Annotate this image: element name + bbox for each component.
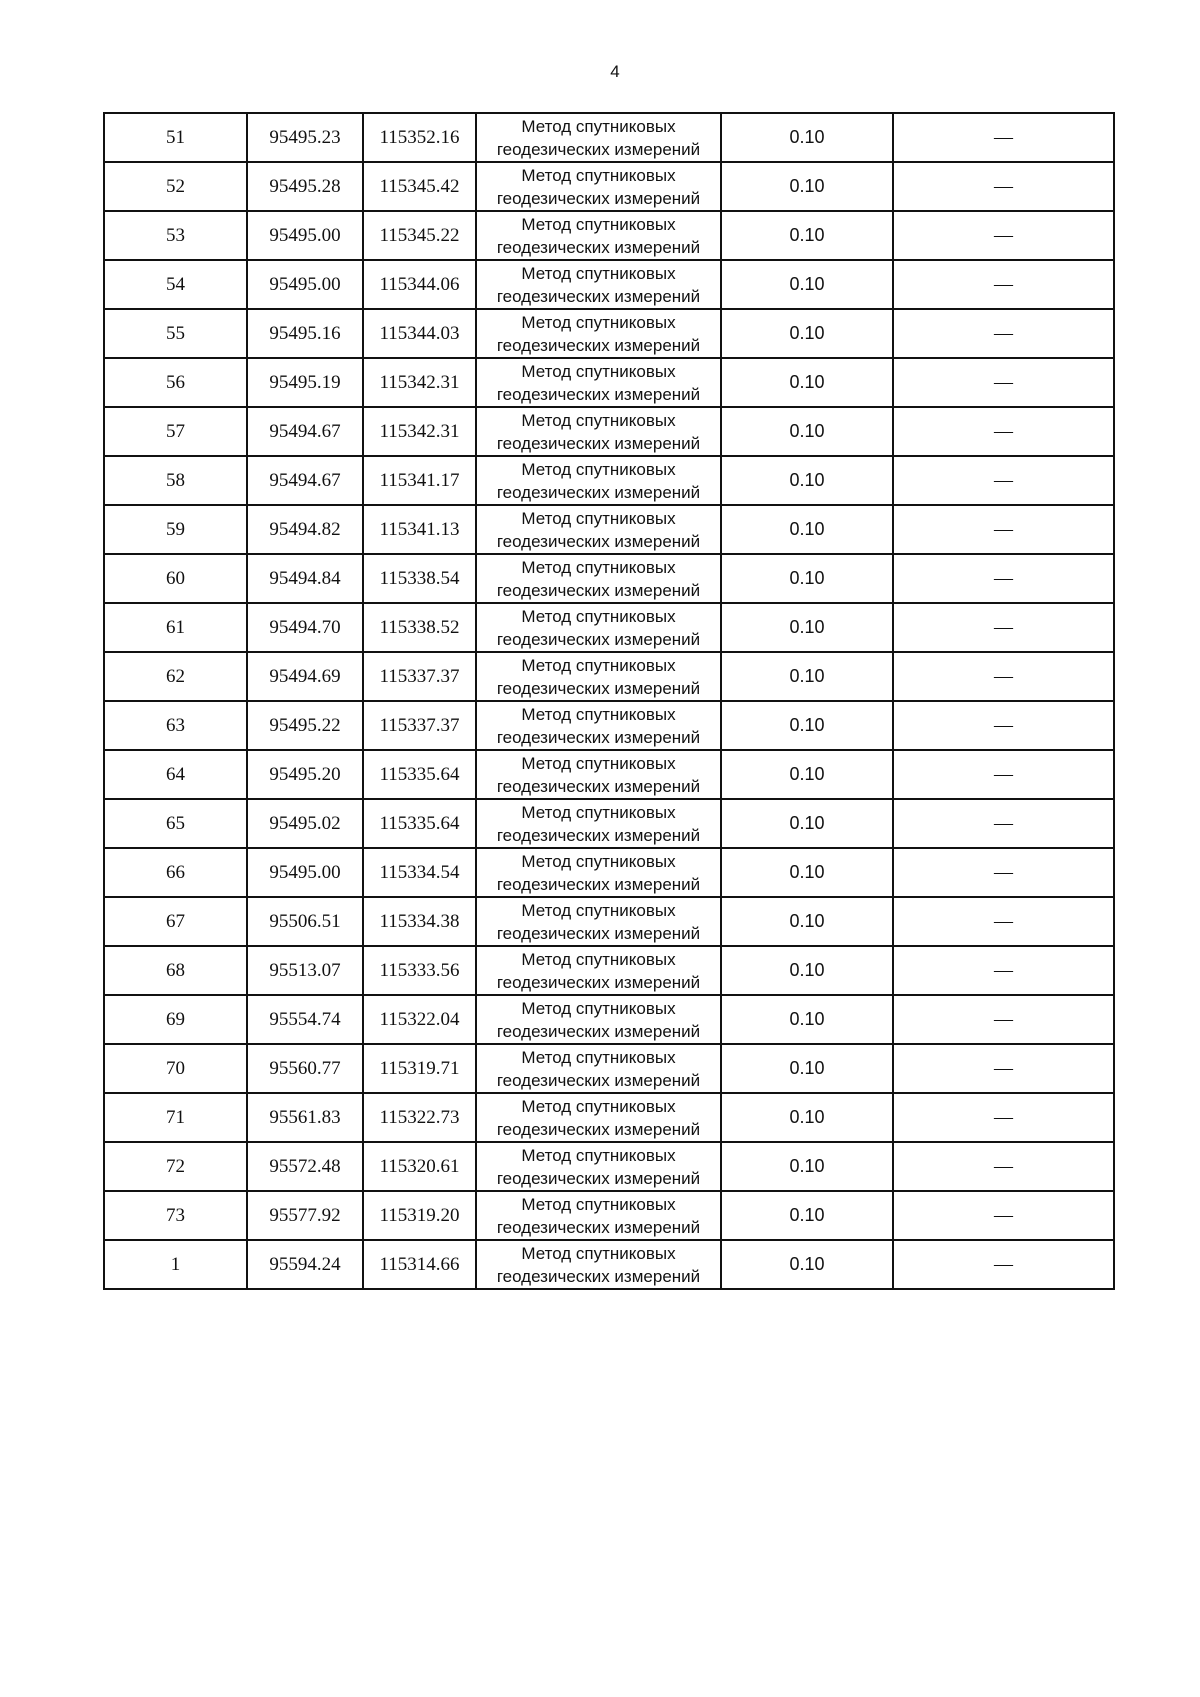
point-number-cell: 55 <box>104 309 247 358</box>
x-coordinate-cell: 95494.67 <box>247 456 363 505</box>
x-coordinate-cell: 95494.82 <box>247 505 363 554</box>
x-coordinate-cell: 95495.19 <box>247 358 363 407</box>
note-cell: — <box>893 1191 1114 1240</box>
y-coordinate-cell: 115319.20 <box>363 1191 476 1240</box>
method-line-2: геодезических измерений <box>496 629 701 649</box>
accuracy-cell: 0.10 <box>721 456 893 505</box>
table-row <box>104 260 1114 309</box>
note-cell: — <box>893 603 1114 652</box>
table-row <box>104 407 1114 456</box>
method-line-2: геодезических измерений <box>496 727 701 747</box>
x-coordinate-cell: 95561.83 <box>247 1093 363 1142</box>
note-cell: — <box>893 309 1114 358</box>
note-cell: — <box>893 1240 1114 1289</box>
method-line-2: геодезических измерений <box>496 1119 701 1139</box>
accuracy-cell: 0.10 <box>721 260 893 309</box>
y-coordinate-cell: 115320.61 <box>363 1142 476 1191</box>
method-line-1: Метод спутниковых <box>521 1243 676 1263</box>
point-number-cell: 64 <box>104 750 247 799</box>
y-coordinate-cell: 115322.04 <box>363 995 476 1044</box>
method-line-1: Метод спутниковых <box>521 165 676 185</box>
method-cell <box>476 995 721 1044</box>
point-number-cell: 57 <box>104 407 247 456</box>
method-line-2: геодезических измерений <box>496 580 701 600</box>
method-line-2: геодезических измерений <box>496 433 701 453</box>
method-line-1: Метод спутниковых <box>521 949 676 969</box>
table-row <box>104 554 1114 603</box>
table-row <box>104 211 1114 260</box>
y-coordinate-cell: 115341.17 <box>363 456 476 505</box>
method-line-2: геодезических измерений <box>496 531 701 551</box>
method-line-2: геодезических измерений <box>496 923 701 943</box>
accuracy-cell: 0.10 <box>721 1093 893 1142</box>
table-row <box>104 848 1114 897</box>
method-line-1: Метод спутниковых <box>521 1145 676 1165</box>
y-coordinate-cell: 115352.16 <box>363 113 476 162</box>
method-cell <box>476 1142 721 1191</box>
point-number-cell: 72 <box>104 1142 247 1191</box>
method-line-2: геодезических измерений <box>496 678 701 698</box>
method-cell <box>476 505 721 554</box>
accuracy-cell: 0.10 <box>721 897 893 946</box>
note-cell: — <box>893 1093 1114 1142</box>
method-cell <box>476 456 721 505</box>
table-row <box>104 603 1114 652</box>
accuracy-cell: 0.10 <box>721 113 893 162</box>
method-cell <box>476 1044 721 1093</box>
accuracy-cell: 0.10 <box>721 309 893 358</box>
x-coordinate-cell: 95494.67 <box>247 407 363 456</box>
note-cell: — <box>893 750 1114 799</box>
x-coordinate-cell: 95494.84 <box>247 554 363 603</box>
y-coordinate-cell: 115338.54 <box>363 554 476 603</box>
method-line-2: геодезических измерений <box>496 874 701 894</box>
method-line-2: геодезических измерений <box>496 286 701 306</box>
method-cell <box>476 1240 721 1289</box>
method-cell <box>476 848 721 897</box>
note-cell: — <box>893 1142 1114 1191</box>
method-line-2: геодезических измерений <box>496 482 701 502</box>
method-line-1: Метод спутниковых <box>521 851 676 871</box>
accuracy-cell: 0.10 <box>721 358 893 407</box>
point-number-cell: 51 <box>104 113 247 162</box>
note-cell: — <box>893 505 1114 554</box>
x-coordinate-cell: 95495.00 <box>247 211 363 260</box>
method-line-2: геодезических измерений <box>496 825 701 845</box>
accuracy-cell: 0.10 <box>721 554 893 603</box>
note-cell: — <box>893 897 1114 946</box>
method-cell <box>476 1191 721 1240</box>
method-cell <box>476 652 721 701</box>
y-coordinate-cell: 115345.42 <box>363 162 476 211</box>
method-line-1: Метод спутниковых <box>521 1096 676 1116</box>
method-line-2: геодезических измерений <box>496 1266 701 1286</box>
x-coordinate-cell: 95495.00 <box>247 848 363 897</box>
point-number-cell: 65 <box>104 799 247 848</box>
point-number-cell: 60 <box>104 554 247 603</box>
accuracy-cell: 0.10 <box>721 1191 893 1240</box>
point-number-cell: 67 <box>104 897 247 946</box>
accuracy-cell: 0.10 <box>721 211 893 260</box>
x-coordinate-cell: 95495.00 <box>247 260 363 309</box>
x-coordinate-cell: 95554.74 <box>247 995 363 1044</box>
method-line-1: Метод спутниковых <box>521 312 676 332</box>
y-coordinate-cell: 115322.73 <box>363 1093 476 1142</box>
method-cell <box>476 260 721 309</box>
method-line-1: Метод спутниковых <box>521 900 676 920</box>
x-coordinate-cell: 95577.92 <box>247 1191 363 1240</box>
point-number-cell: 53 <box>104 211 247 260</box>
method-cell <box>476 554 721 603</box>
accuracy-cell: 0.10 <box>721 652 893 701</box>
method-line-2: геодезических измерений <box>496 972 701 992</box>
note-cell: — <box>893 946 1114 995</box>
x-coordinate-cell: 95572.48 <box>247 1142 363 1191</box>
method-line-2: геодезических измерений <box>496 335 701 355</box>
point-number-cell: 63 <box>104 701 247 750</box>
method-cell <box>476 309 721 358</box>
method-line-1: Метод спутниковых <box>521 508 676 528</box>
x-coordinate-cell: 95495.23 <box>247 113 363 162</box>
y-coordinate-cell: 115342.31 <box>363 358 476 407</box>
point-number-cell: 71 <box>104 1093 247 1142</box>
method-line-2: геодезических измерений <box>496 1168 701 1188</box>
note-cell: — <box>893 113 1114 162</box>
page-number: 4 <box>610 62 620 81</box>
x-coordinate-cell: 95495.22 <box>247 701 363 750</box>
accuracy-cell: 0.10 <box>721 407 893 456</box>
method-line-1: Метод спутниковых <box>521 998 676 1018</box>
x-coordinate-cell: 95495.20 <box>247 750 363 799</box>
note-cell: — <box>893 407 1114 456</box>
table-row <box>104 1044 1114 1093</box>
y-coordinate-cell: 115333.56 <box>363 946 476 995</box>
method-cell <box>476 358 721 407</box>
note-cell: — <box>893 358 1114 407</box>
y-coordinate-cell: 115314.66 <box>363 1240 476 1289</box>
method-cell <box>476 162 721 211</box>
point-number-cell: 70 <box>104 1044 247 1093</box>
method-cell <box>476 211 721 260</box>
accuracy-cell: 0.10 <box>721 1240 893 1289</box>
y-coordinate-cell: 115334.38 <box>363 897 476 946</box>
method-line-2: геодезических измерений <box>496 1070 701 1090</box>
accuracy-cell: 0.10 <box>721 848 893 897</box>
method-line-1: Метод спутниковых <box>521 557 676 577</box>
x-coordinate-cell: 95513.07 <box>247 946 363 995</box>
table-row <box>104 1240 1114 1289</box>
point-number-cell: 54 <box>104 260 247 309</box>
table-row <box>104 799 1114 848</box>
y-coordinate-cell: 115337.37 <box>363 701 476 750</box>
note-cell: — <box>893 260 1114 309</box>
method-line-2: геодезических измерений <box>496 384 701 404</box>
table-row <box>104 750 1114 799</box>
x-coordinate-cell: 95495.02 <box>247 799 363 848</box>
point-number-cell: 61 <box>104 603 247 652</box>
method-line-1: Метод спутниковых <box>521 361 676 381</box>
method-cell <box>476 750 721 799</box>
note-cell: — <box>893 554 1114 603</box>
method-cell <box>476 946 721 995</box>
point-number-cell: 66 <box>104 848 247 897</box>
note-cell: — <box>893 799 1114 848</box>
accuracy-cell: 0.10 <box>721 750 893 799</box>
method-cell <box>476 1093 721 1142</box>
y-coordinate-cell: 115337.37 <box>363 652 476 701</box>
table-row <box>104 1093 1114 1142</box>
accuracy-cell: 0.10 <box>721 799 893 848</box>
note-cell: — <box>893 652 1114 701</box>
method-line-1: Метод спутниковых <box>521 263 676 283</box>
method-line-2: геодезических измерений <box>496 237 701 257</box>
x-coordinate-cell: 95506.51 <box>247 897 363 946</box>
method-line-2: геодезических измерений <box>496 776 701 796</box>
method-line-1: Метод спутниковых <box>521 1047 676 1067</box>
method-cell <box>476 897 721 946</box>
table-row <box>104 701 1114 750</box>
accuracy-cell: 0.10 <box>721 162 893 211</box>
method-line-1: Метод спутниковых <box>521 753 676 773</box>
method-line-1: Метод спутниковых <box>521 214 676 234</box>
table-row <box>104 652 1114 701</box>
method-line-2: геодезических измерений <box>496 1217 701 1237</box>
accuracy-cell: 0.10 <box>721 1044 893 1093</box>
table-row <box>104 358 1114 407</box>
method-line-1: Метод спутниковых <box>521 459 676 479</box>
y-coordinate-cell: 115338.52 <box>363 603 476 652</box>
table-body <box>104 113 1114 1289</box>
point-number-cell: 56 <box>104 358 247 407</box>
table-row <box>104 456 1114 505</box>
method-line-2: геодезических измерений <box>496 188 701 208</box>
y-coordinate-cell: 115344.06 <box>363 260 476 309</box>
accuracy-cell: 0.10 <box>721 701 893 750</box>
y-coordinate-cell: 115319.71 <box>363 1044 476 1093</box>
coordinates-table <box>103 112 1115 1290</box>
method-cell <box>476 113 721 162</box>
y-coordinate-cell: 115334.54 <box>363 848 476 897</box>
accuracy-cell: 0.10 <box>721 1142 893 1191</box>
method-line-2: геодезических измерений <box>496 139 701 159</box>
point-number-cell: 68 <box>104 946 247 995</box>
method-line-1: Метод спутниковых <box>521 704 676 724</box>
point-number-cell: 73 <box>104 1191 247 1240</box>
x-coordinate-cell: 95494.69 <box>247 652 363 701</box>
accuracy-cell: 0.10 <box>721 505 893 554</box>
method-cell <box>476 603 721 652</box>
note-cell: — <box>893 995 1114 1044</box>
table-row <box>104 113 1114 162</box>
table-row <box>104 505 1114 554</box>
table-row <box>104 1191 1114 1240</box>
method-cell <box>476 799 721 848</box>
accuracy-cell: 0.10 <box>721 603 893 652</box>
y-coordinate-cell: 115341.13 <box>363 505 476 554</box>
method-line-1: Метод спутниковых <box>521 606 676 626</box>
x-coordinate-cell: 95560.77 <box>247 1044 363 1093</box>
method-line-1: Метод спутниковых <box>521 410 676 430</box>
point-number-cell: 52 <box>104 162 247 211</box>
table-row <box>104 946 1114 995</box>
method-line-1: Метод спутниковых <box>521 802 676 822</box>
method-line-1: Метод спутниковых <box>521 1194 676 1214</box>
method-cell <box>476 701 721 750</box>
point-number-cell: 58 <box>104 456 247 505</box>
x-coordinate-cell: 95594.24 <box>247 1240 363 1289</box>
method-line-1: Метод спутниковых <box>521 116 676 136</box>
note-cell: — <box>893 701 1114 750</box>
table-row <box>104 995 1114 1044</box>
y-coordinate-cell: 115342.31 <box>363 407 476 456</box>
point-number-cell: 62 <box>104 652 247 701</box>
accuracy-cell: 0.10 <box>721 946 893 995</box>
point-number-cell: 1 <box>104 1240 247 1289</box>
y-coordinate-cell: 115335.64 <box>363 750 476 799</box>
note-cell: — <box>893 848 1114 897</box>
note-cell: — <box>893 162 1114 211</box>
note-cell: — <box>893 456 1114 505</box>
point-number-cell: 69 <box>104 995 247 1044</box>
note-cell: — <box>893 211 1114 260</box>
table-row <box>104 162 1114 211</box>
table-row <box>104 897 1114 946</box>
method-cell <box>476 407 721 456</box>
method-line-2: геодезических измерений <box>496 1021 701 1041</box>
x-coordinate-cell: 95495.16 <box>247 309 363 358</box>
point-number-cell: 59 <box>104 505 247 554</box>
table-row <box>104 309 1114 358</box>
x-coordinate-cell: 95494.70 <box>247 603 363 652</box>
y-coordinate-cell: 115335.64 <box>363 799 476 848</box>
x-coordinate-cell: 95495.28 <box>247 162 363 211</box>
method-line-1: Метод спутниковых <box>521 655 676 675</box>
note-cell: — <box>893 1044 1114 1093</box>
y-coordinate-cell: 115344.03 <box>363 309 476 358</box>
accuracy-cell: 0.10 <box>721 995 893 1044</box>
y-coordinate-cell: 115345.22 <box>363 211 476 260</box>
table-row <box>104 1142 1114 1191</box>
